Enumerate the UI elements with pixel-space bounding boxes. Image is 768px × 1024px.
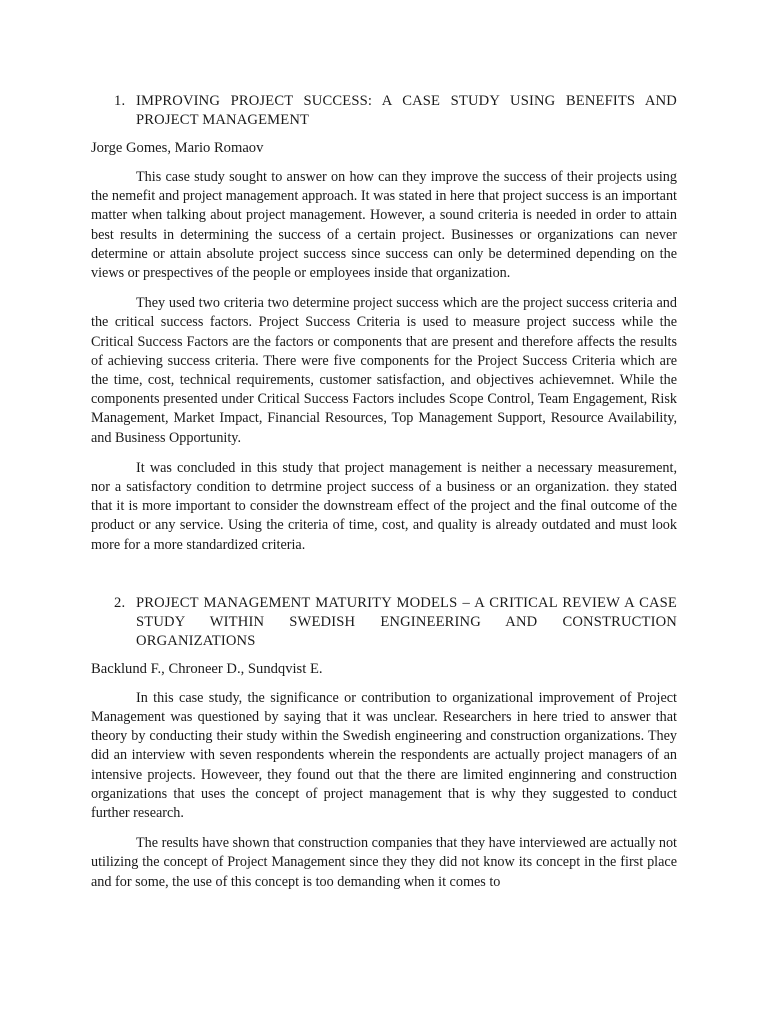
paragraph: It was concluded in this study that project management is neither a necessary measurement, nor a satisfactory condition to detrmine project success of a business or an organization. they stated that it is more important to consider the downstream effect of the project and the final outcome of the product or any service. Using the criteria of time, cost, and quality is already outdated and must look more for a more standardized criteria.: [91, 459, 677, 553]
document-page: [91, 92, 677, 903]
section-title: PROJECT MANAGEMENT MATURITY MODELS – A CRITICAL REVIEW A CASE STUDY WITHIN SWEDISH ENGINEERING AND CONSTRUCTION ORGANIZATIONS: [136, 594, 677, 649]
section-title: IMPROVING PROJECT SUCCESS: A CASE STUDY USING BENEFITS AND PROJECT MANAGEMENT: [136, 93, 677, 128]
section-1: [91, 92, 677, 555]
section-authors: Jorge Gomes, Mario Romaov: [91, 140, 264, 156]
paragraph: In this case study, the significance or contribution to organizational improvement of Project Management was questioned by saying that it was unclear. Researchers in here tried to answer that theory by conducting their study within the Swedish engineering and construction organizations. They did an interview with seven respondents wherein the respondents are actually project managers of an intensive projects. Howeveer, they found out that the there are limited enginnering and construction organizations that uses the concept of project management that is why they suggested to conduct further research.: [91, 689, 677, 822]
section-authors: Backlund F., Chroneer D., Sundqvist E.: [91, 660, 323, 677]
paragraph: The results have shown that construction companies that they have interviewed are actually not utilizing the concept of Project Management since they they did not know its concept in the first place and for some, the use of this concept is too demanding when it comes to: [91, 835, 677, 890]
section-spacer: [91, 566, 677, 594]
section-number: 1.: [114, 93, 126, 109]
section-number: 2.: [114, 594, 126, 611]
paragraph: They used two criteria two determine project success which are the project success criteria and the critical success factors. Project Success Criteria is used to measure project success while the Critical Success Factors are the factors or components that are present and therefore affects the results of achieving success criteria. There were five components for the Project Success Criteria which are the time, cost, technical requirements, customer satisfaction, and objectives achievemnet. While the components presented under Critical Success Factors includes Scope Control, Team Engagement, Risk Management, Market Impact, Financial Resources, Top Management Support, Resource Availability, and Business Opportunity.: [91, 295, 677, 446]
section-heading: [91, 594, 677, 651]
paragraph: This case study sought to answer on how can they improve the success of their projects using the nemefit and project management approach. It was stated in here that project success is an important matter when talking about project management. However, a sound criteria is needed in order to attain best results in determining the success of a certain project. Businesses or organizations can never determine or attain absolute project success since success can only be determined depending on the views or prespectives of the people or employees inside that organization.: [91, 169, 677, 282]
section-heading: [91, 92, 677, 130]
section-2: [91, 594, 677, 892]
